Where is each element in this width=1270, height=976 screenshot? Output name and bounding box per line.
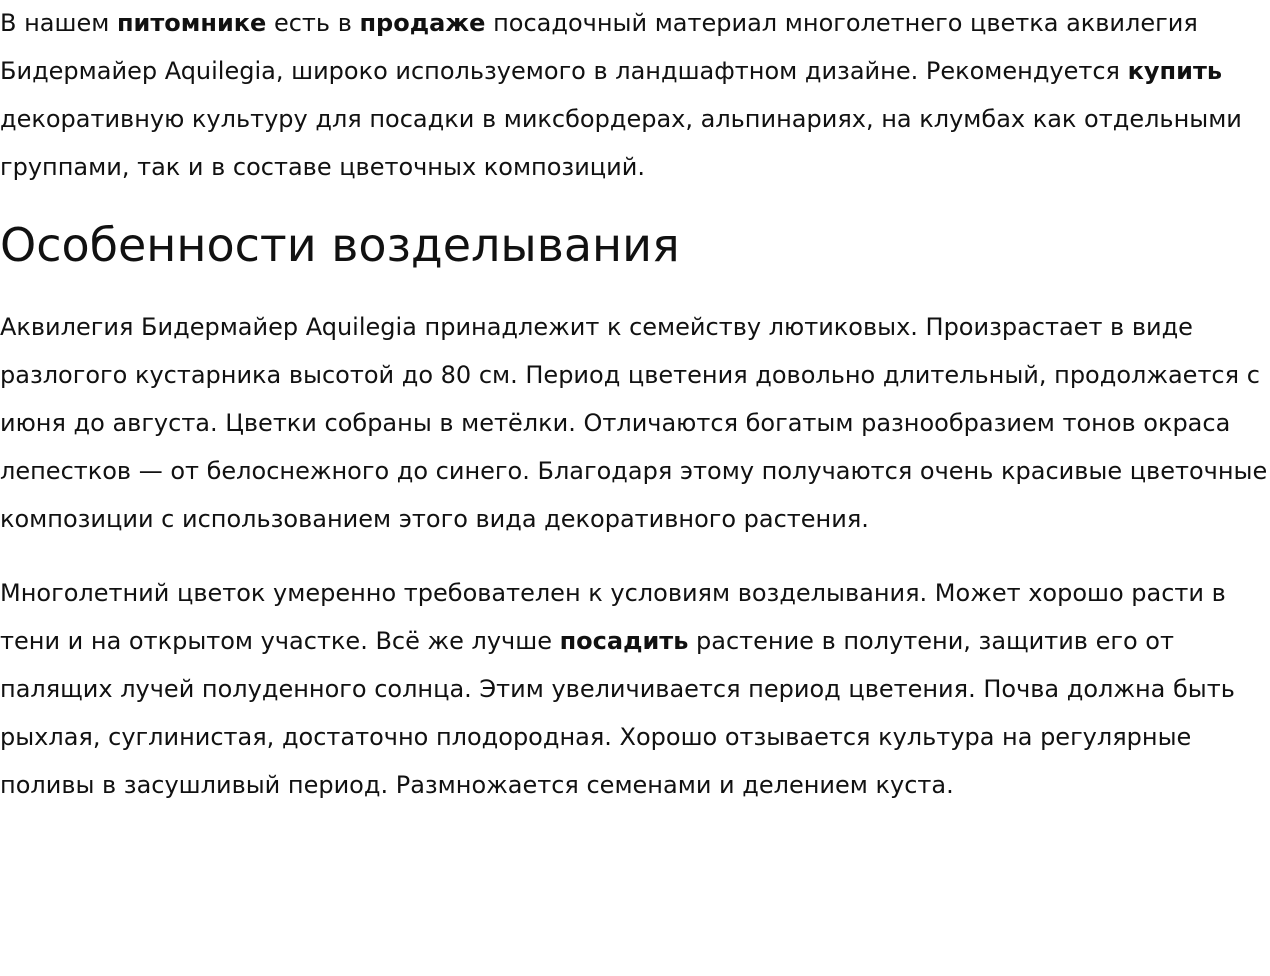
- cultivation-text-2: растение в полутени, защитив его от палящих лучей полуденного солнца. Этим увеличивается период цветения. Почва должна быть рыхлая, суглинистая, достаточно плодородная. Хорошо отзывается культура на регулярные поливы в засушливый период. Размножается семенами и делением куста.: [0, 627, 1235, 799]
- cultivation-paragraph: [0, 569, 1270, 809]
- intro-paragraph: [0, 0, 1270, 191]
- intro-text-2: есть в: [266, 9, 360, 37]
- cultivation-text-1: Многолетний цветок умеренно требователен к условиям возделывания. Может хорошо расти в тени и на открытом участке. Всё же лучше: [0, 579, 1226, 655]
- cultivation-bold-plant: посадить: [559, 627, 689, 655]
- section-heading: Особенности возделывания: [0, 218, 680, 272]
- intro-bold-nursery: питомнике: [116, 9, 267, 37]
- intro-text-4: декоративную культуру для посадки в миксбордерах, альпинариях, на клумбах как отдельными группами, так и в составе цветочных композиций.: [0, 105, 1242, 181]
- intro-bold-buy: купить: [1127, 57, 1223, 85]
- intro-text-1: В нашем: [0, 9, 117, 37]
- intro-bold-sale: продаже: [359, 9, 486, 37]
- description-paragraph: Аквилегия Бидермайер Aquilegia принадлежит к семейству лютиковых. Произрастает в виде разлогого кустарника высотой до 80 см. Период цветения довольно длительный, продолжается с июня до августа. Цветки собраны в метёлки. Отличаются богатым разнообразием тонов окраса лепестков — от белоснежного до синего. Благодаря этому получаются очень красивые цветочные композиции с использованием этого вида декоративного растения.: [0, 313, 1268, 533]
- intro-text-3: посадочный материал многолетнего цветка аквилегия Бидермайер Aquilegia, широко используемого в ландшафтном дизайне. Рекомендуется: [0, 9, 1198, 85]
